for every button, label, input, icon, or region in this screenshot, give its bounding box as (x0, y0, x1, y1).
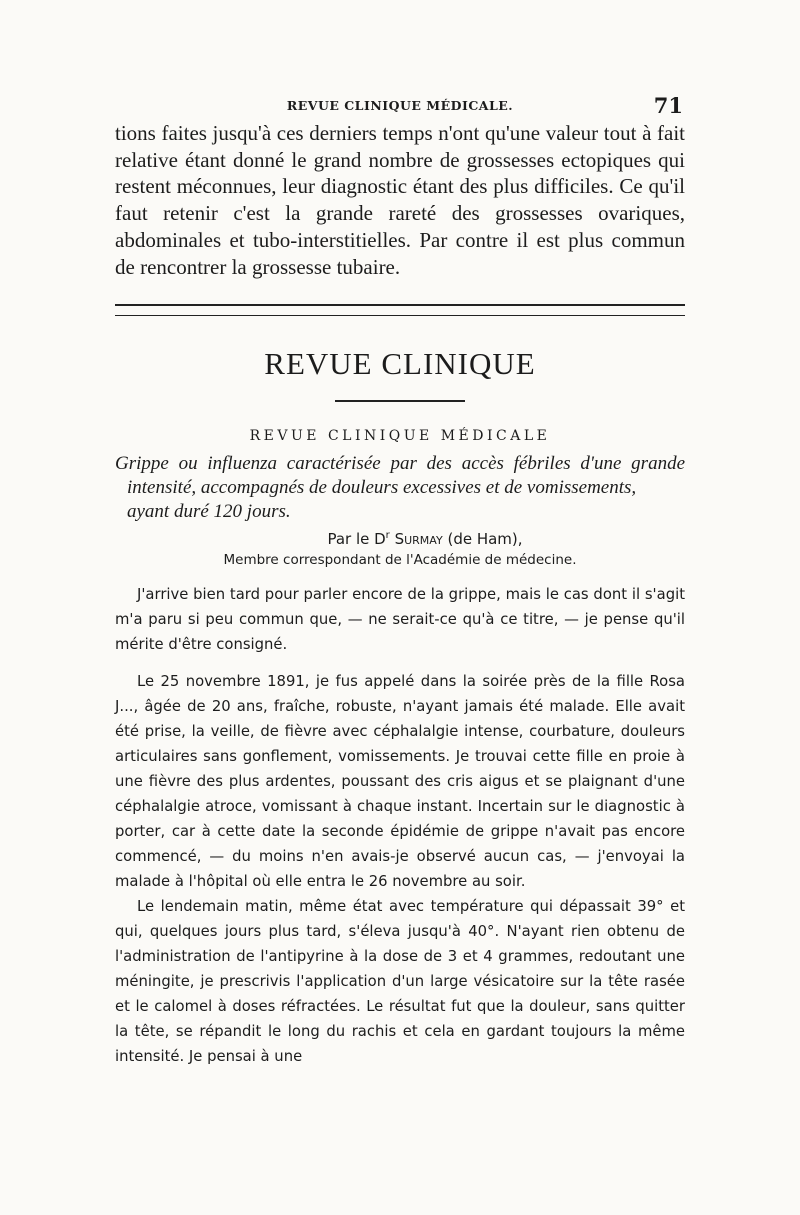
article-title-line-3: ayant duré 120 jours. (127, 501, 291, 523)
section-title: REVUE CLINIQUE (264, 346, 536, 382)
byline (115, 530, 685, 548)
article-title (115, 452, 685, 524)
intro-paragraph: tions faites jusqu'à ces derniers temps n'ont qu'une valeur tout à fait relative étant donné le grand nombre de grossesses ectopiques qui restent méconnues, leur diagnostic étant des plus difficiles. Ce qu'il faut retenir c'est la grande rareté des grossesses ovariques, abdominales et tubo-interstitielles. Par contre il est plus commun de rencontrer la grossesse tubaire. (115, 121, 685, 279)
running-title: REVUE CLINIQUE MÉDICALE. (286, 98, 514, 113)
subsection-title: REVUE CLINIQUE MÉDICALE (249, 428, 551, 445)
title-rule (335, 400, 465, 402)
article-title-line-2: intensité, accompagnés de douleurs excessives et de vomissements, (127, 477, 637, 499)
paragraph-2: Le 25 novembre 1891, je fus appelé dans la soirée près de la fille Rosa J..., âgée de 20 ans, fraîche, robuste, n'ayant jamais été malade. Elle avait été prise, la veille, de fièvre avec céphalalgie intense, courbature, douleurs articulaires sans gonflement, vomissements. Je trouvai cette fille en proie à une fièvre des plus ardentes, poussant des cris aigus et se plaignant d'une céphalalgie atroce, vomissant à chaque instant. Incertain sur le diagnostic à porter, car à cette date la seconde épidémie de grippe n'avait pas encore commencé, — du moins n'en avais-je observé aucun cas, — j'envoyai la malade à l'hôpital où elle entra le 26 novembre au soir. (115, 673, 685, 891)
page-number: 71 (653, 93, 683, 118)
page-content (115, 93, 685, 1069)
byline-prefix: Par le D (327, 530, 386, 549)
article-title-line-1: Grippe ou influenza caractérisée par des accès fébriles d'une grande (115, 453, 685, 475)
section-divider (115, 304, 685, 316)
byline-suffix: (de Ham), (447, 530, 523, 549)
paragraph-3: Le lendemain matin, même état avec température qui dépassait 39° et qui, quelques jours plus tard, s'éleva jusqu'à 40°. N'ayant rien obtenu de l'administration de l'antipyrine à la dose de 3 et 4 grammes, redoutant une méningite, je prescrivis l'application d'un large vésicatoire sur la tête rasée et le calomel à doses réfractées. Le résultat fut que la douleur, sans quitter la tête, se répandit le long du rachis et cela en gardant toujours la même intensité. Je pensai à une (115, 898, 685, 1066)
author-name: Surmay (394, 530, 443, 549)
byline-superscript: r (385, 530, 390, 542)
running-header (115, 93, 685, 120)
author-affiliation: Membre correspondant de l'Académie de médecine. (223, 552, 577, 569)
paragraph-1: J'arrive bien tard pour parler encore de la grippe, mais le cas dont il s'agit m'a paru si peu commun que, — ne serait-ce qu'à ce titre, — je pense qu'il mérite d'être consigné. (115, 586, 685, 654)
